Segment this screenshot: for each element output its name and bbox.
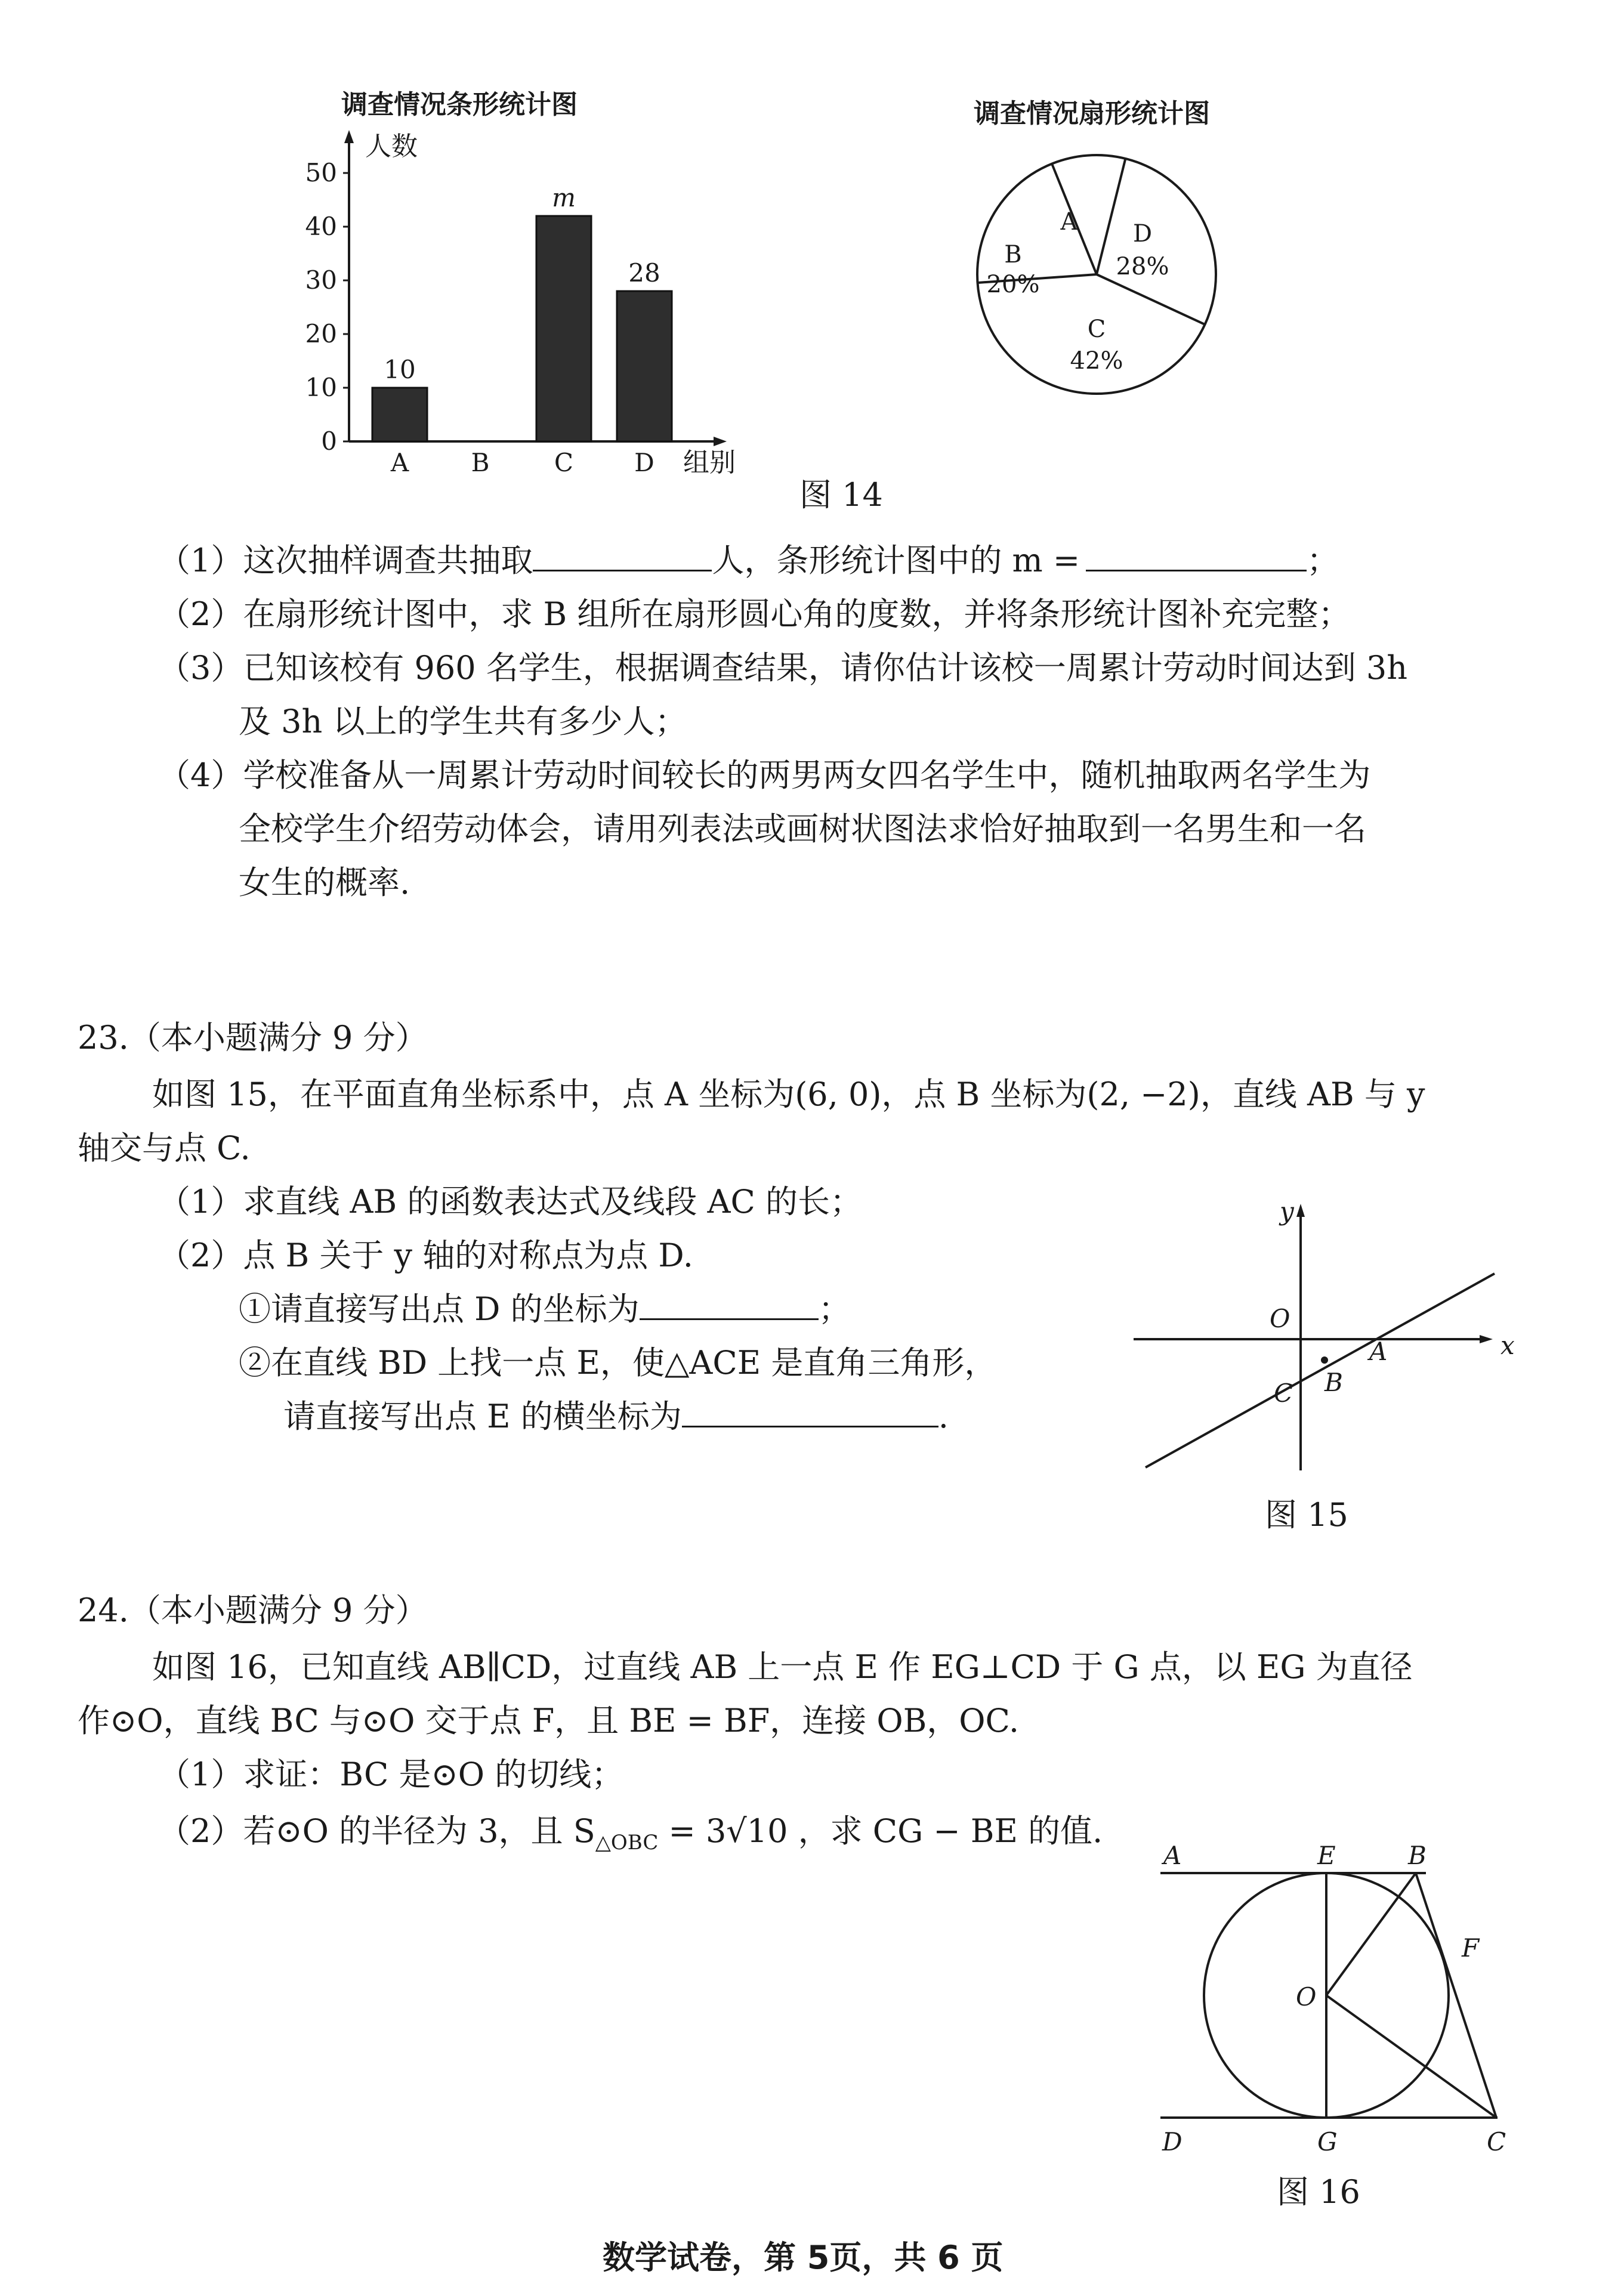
- bar-ytick-label: 20: [305, 319, 337, 348]
- q23-sub2-end: .: [938, 1398, 949, 1435]
- q24-part1: （1）求证：BC 是⊙O 的切线；: [158, 1756, 624, 1793]
- q23-part1: （1）求直线 AB 的函数表达式及线段 AC 的长；: [158, 1183, 863, 1220]
- q22-part3-line1: （3）已知该校有 960 名学生，根据调查结果，请你估计该校一周累计劳动时间达到 3h: [158, 649, 1408, 687]
- pie-pct-c: 42%: [1070, 347, 1123, 375]
- bar-chart-title: 调查情况条形统计图: [341, 89, 578, 120]
- fig16-label-b: B: [1408, 1841, 1427, 1870]
- bar-ytick-label: 30: [305, 265, 337, 295]
- bar-ytick-label: 0: [321, 427, 337, 456]
- q23-blank-e[interactable]: [682, 1393, 938, 1427]
- fig15-line-ab: [1146, 1274, 1495, 1467]
- q23-blank-d[interactable]: [640, 1286, 819, 1320]
- pie-label-a: A: [1060, 208, 1078, 236]
- q23-sub1-text: ①请直接写出点 D 的坐标为: [239, 1290, 640, 1328]
- bar-chart: [286, 84, 776, 501]
- fig15-label-o: O: [1270, 1304, 1290, 1333]
- q24-part2-text-b: = 3√10 ，求 CG − BE 的值.: [658, 1812, 1103, 1850]
- q22-part2: （2）在扇形统计图中，求 B 组所在扇形圆心角的度数，并将条形统计图补充完整；: [158, 595, 1351, 633]
- fig16-segment-ob: [1326, 1873, 1416, 1995]
- bar-category-label: D: [634, 448, 654, 477]
- q22-part4-line3: 女生的概率.: [239, 864, 410, 901]
- q23-part2-sub2-line2: [283, 1393, 949, 1441]
- fig16-segment-bc: [1416, 1873, 1496, 2118]
- q23-part2: （2）点 B 关于 y 轴的对称点为点 D.: [158, 1237, 693, 1274]
- q23-part2-sub1: [239, 1285, 851, 1333]
- q22-part4-line1: （4）学校准备从一周累计劳动时间较长的两男两女四名学生中，随机抽取两名学生为: [158, 756, 1371, 794]
- bar-data-label-c: m: [552, 183, 576, 212]
- fig16-label-o: O: [1296, 1982, 1317, 2011]
- bar-data-label-a: 10: [384, 355, 416, 384]
- bar-c: [536, 216, 591, 441]
- figure-15-caption: 图 15: [1265, 1496, 1348, 1534]
- q22-part1-text-c: ；: [1307, 542, 1339, 579]
- q24-part2-text-a: （2）若⊙O 的半径为 3，且 S: [158, 1812, 595, 1850]
- q24-stem-line2: 作⊙O，直线 BC 与⊙O 交于点 F，且 BE = BF，连接 OB，OC.: [78, 1702, 1020, 1739]
- q22-part3-line2: 及 3h 以上的学生共有多少人；: [239, 703, 687, 740]
- bar-category-label: A: [390, 448, 409, 477]
- bar-y-arrow: [344, 130, 354, 143]
- fig15-point-b: [1321, 1356, 1328, 1364]
- q23-part2-sub2-line1: ②在直线 BD 上找一点 E，使△ACE 是直角三角形，: [239, 1344, 997, 1382]
- bar-category-label: C: [554, 448, 574, 477]
- q24-header: 24.（本小题满分 9 分）: [78, 1592, 428, 1629]
- pie-chart-title: 调查情况扇形统计图: [974, 98, 1210, 129]
- fig15-label-y: y: [1280, 1197, 1294, 1226]
- figure-16: [1151, 1837, 1521, 2171]
- q23-stem-line2: 轴交与点 C.: [78, 1129, 251, 1167]
- fig15-y-arrow: [1296, 1204, 1305, 1217]
- bar-category-label: B: [471, 448, 490, 477]
- pie-pct-b: 20%: [986, 271, 1040, 298]
- pie-label-b: B: [1004, 241, 1022, 268]
- bar-a: [372, 388, 427, 441]
- fig15-label-x: x: [1500, 1331, 1515, 1360]
- q23-stem-line1: 如图 15，在平面直角坐标系中，点 A 坐标为(6, 0)，点 B 坐标为(2, −2)，直线 AB 与 y: [152, 1076, 1425, 1113]
- fig16-label-a: A: [1163, 1841, 1182, 1870]
- bar-ytick-label: 10: [305, 373, 337, 402]
- fig15-x-arrow: [1480, 1335, 1493, 1343]
- bar-ytick-label: 50: [305, 158, 337, 187]
- pie-divider-d-c: [1097, 274, 1205, 325]
- bar-d: [617, 291, 672, 441]
- fig16-label-g: G: [1317, 2127, 1338, 2156]
- bar-y-label: 人数: [365, 131, 418, 162]
- q22-blank-total[interactable]: [533, 537, 712, 571]
- q24-part2-subscript: △OBC: [595, 1830, 659, 1855]
- q22-part4-line2: 全校学生介绍劳动体会，请用列表法或画树状图法求恰好抽取到一名男生和一名: [239, 810, 1366, 848]
- fig16-segment-oc: [1326, 1995, 1496, 2118]
- q23-sub2-text: 请直接写出点 E 的横坐标为: [283, 1398, 682, 1435]
- q22-part1-text-a: （1）这次抽样调查共抽取: [158, 542, 533, 579]
- q22-part1: [158, 537, 1339, 585]
- figure-14-caption: 图 14: [799, 476, 883, 514]
- pie-pct-d: 28%: [1116, 253, 1169, 280]
- fig16-label-e: E: [1317, 1841, 1336, 1870]
- q23-header: 23.（本小题满分 9 分）: [78, 1019, 428, 1056]
- q23-sub1-end: ；: [818, 1290, 851, 1328]
- q24-part2: [158, 1807, 1103, 1867]
- fig15-label-b: B: [1324, 1368, 1343, 1397]
- fig16-label-d: D: [1162, 2127, 1183, 2156]
- fig16-label-f: F: [1462, 1933, 1480, 1963]
- pie-label-c: C: [1087, 316, 1106, 343]
- fig16-label-c: C: [1487, 2127, 1506, 2156]
- page-footer: 数学试卷，第 5页，共 6 页: [603, 2239, 1004, 2276]
- figure-16-caption: 图 16: [1277, 2173, 1360, 2211]
- bar-ytick-label: 40: [305, 212, 337, 241]
- pie-chart: [943, 95, 1265, 429]
- fig15-label-c: C: [1274, 1379, 1293, 1408]
- q22-part1-text-b: 人，条形统计图中的 m =: [712, 542, 1080, 579]
- figure-15: [1128, 1187, 1521, 1473]
- fig15-label-a: A: [1369, 1337, 1388, 1366]
- pie-label-d: D: [1132, 220, 1153, 248]
- q24-stem-line1: 如图 16，已知直线 AB∥CD，过直线 AB 上一点 E 作 EG⊥CD 于 G 点，以 EG 为直径: [152, 1648, 1413, 1686]
- bar-x-arrow: [714, 437, 727, 446]
- q22-blank-m[interactable]: [1086, 537, 1307, 571]
- bar-x-label: 组别: [683, 447, 736, 478]
- bar-data-label-d: 28: [628, 258, 660, 288]
